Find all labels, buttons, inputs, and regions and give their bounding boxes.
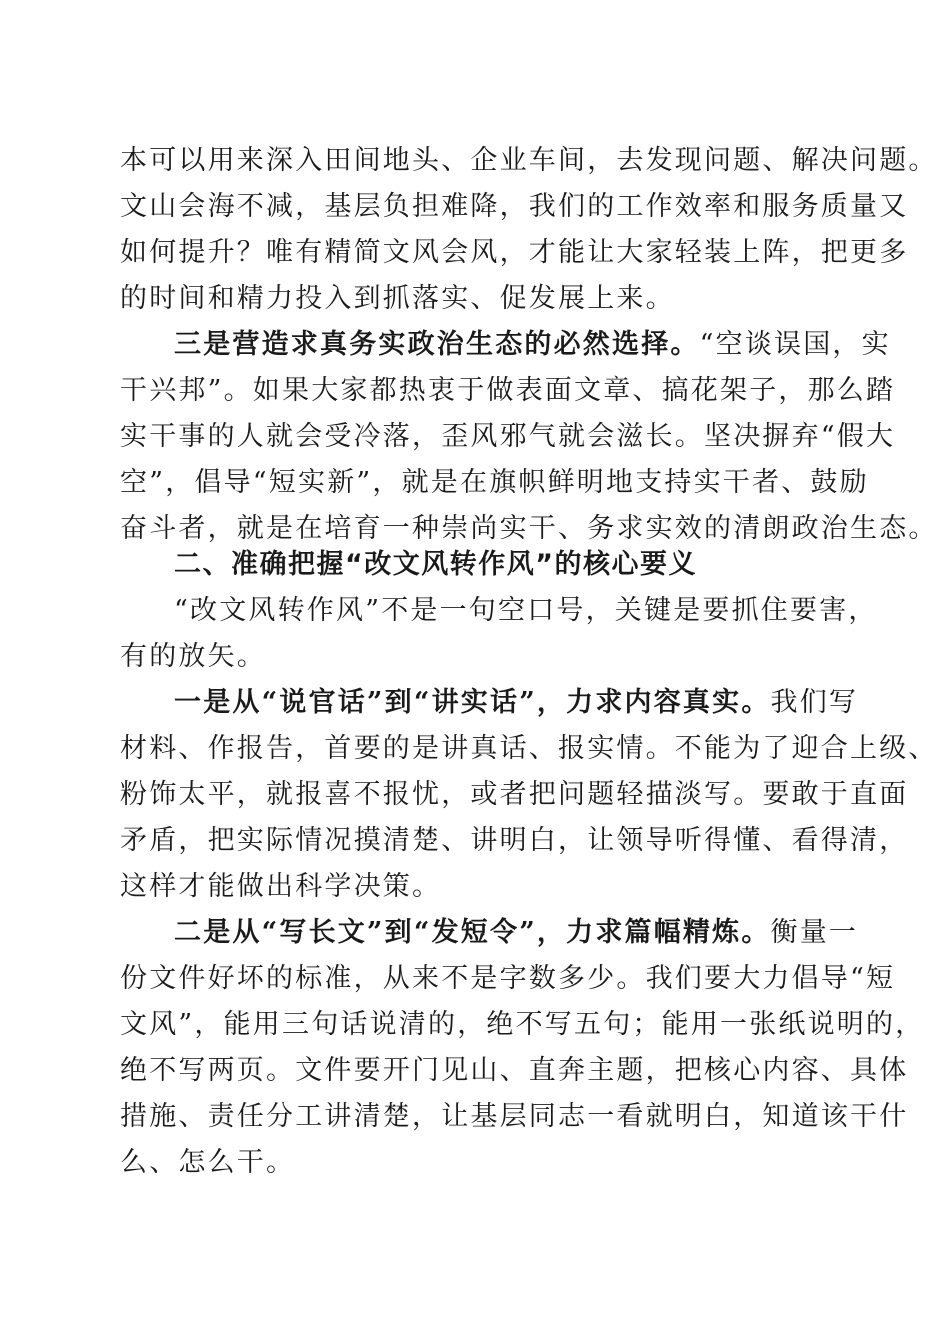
text-line: 的时间和精力投入到抓落实、促发展上来。 bbox=[120, 283, 675, 314]
text-line: 绝不写两页。文件要开门见山、直奔主题，把核心内容、具体 bbox=[120, 1055, 909, 1086]
text-line: 矛盾，把实际情况摸清楚、讲明白，让领导听得懂、看得清， bbox=[120, 825, 909, 856]
text-line: 空”，倡导“短实新”，就是在旗帜鲜明地支持实干者、鼓励 bbox=[120, 467, 869, 498]
text-line bbox=[120, 910, 859, 956]
text-line: 实干事的人就会受冷落，歪风邪气就会滋长。坚决摒弃“假大 bbox=[120, 421, 896, 452]
text-line: 有的放矢。 bbox=[120, 641, 266, 672]
text-run: 衡量一 bbox=[770, 917, 859, 948]
paragraph-lead: 三是营造求真务实政治生态的必然选择。 bbox=[174, 329, 700, 360]
text-line: 份文件好坏的标准，从来不是字数多少。我们要大力倡导“短 bbox=[120, 963, 896, 994]
section-heading bbox=[120, 542, 832, 588]
paragraph-point-three bbox=[120, 322, 938, 552]
text-run: “空谈误国，实 bbox=[699, 329, 891, 360]
paragraph-point-one bbox=[120, 680, 938, 910]
paragraph-point-two bbox=[120, 910, 925, 1186]
text-line: 措施、责任分工讲清楚，让基层同志一看就明白，知道该干什 bbox=[120, 1101, 909, 1132]
text-line: 文山会海不减，基层负担难降，我们的工作效率和服务质量又 bbox=[120, 191, 909, 222]
text-line: “改文风转作风”不是一句空口号，关键是要抓住要害， bbox=[174, 595, 878, 626]
text-line: 如何提升？唯有精简文风会风，才能让大家轻装上阵，把更多 bbox=[120, 237, 909, 268]
text-run: 我们写 bbox=[770, 687, 859, 718]
text-line: 粉饰太平，就报喜不报忧，或者把问题轻描淡写。要敢于直面 bbox=[120, 779, 909, 810]
text-line bbox=[120, 322, 891, 368]
text-line: 奋斗者，就是在培育一种崇尚实干、务求实效的清朗政治生态。 bbox=[120, 513, 938, 544]
text-line: 材料、作报告，首要的是讲真话、报实情。不能为了迎合上级、 bbox=[120, 733, 938, 764]
text-line: 本可以用来深入田间地头、企业车间，去发现问题、解决问题。 bbox=[120, 145, 938, 176]
paragraph-lead: 二是从“写长文”到“发短令”，力求篇幅精炼。 bbox=[174, 917, 771, 948]
text-line: 么、怎么干。 bbox=[120, 1147, 296, 1178]
paragraph-lead: 一是从“说官话”到“讲实话”，力求内容真实。 bbox=[174, 687, 771, 718]
heading-text: 二、准确把握“改文风转作风”的核心要义 bbox=[174, 549, 697, 580]
text-line: 这样才能做出科学决策。 bbox=[120, 871, 442, 902]
paragraph-continuation bbox=[120, 138, 938, 322]
text-line: 干兴邦”。如果大家都热衷于做表面文章、搞花架子，那么踏 bbox=[120, 375, 896, 406]
text-line: 文风”，能用三句话说清的，绝不写五句；能用一张纸说明的， bbox=[120, 1009, 925, 1040]
paragraph-intro bbox=[120, 588, 878, 680]
text-line bbox=[120, 680, 859, 726]
